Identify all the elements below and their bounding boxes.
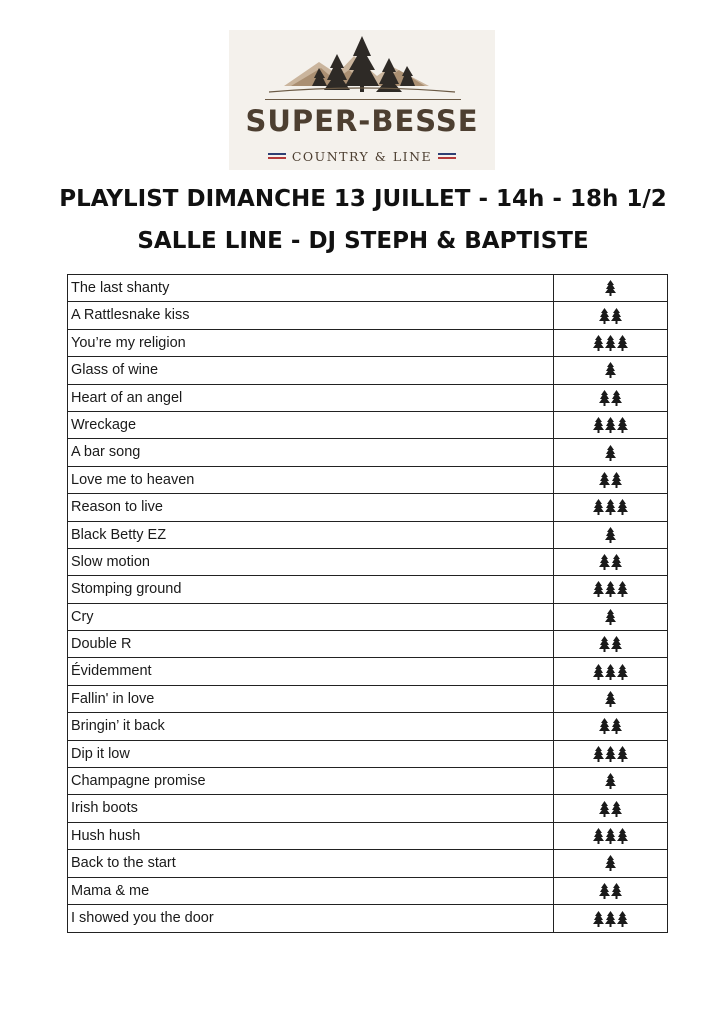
pine-tree-icon: [605, 746, 616, 762]
difficulty-level: [554, 713, 667, 739]
pine-tree-icon: [617, 335, 628, 351]
difficulty-level: [554, 823, 667, 849]
stripe-blue: [268, 153, 286, 155]
pine-tree-icon: [605, 773, 616, 789]
song-title: The last shanty: [68, 275, 554, 301]
difficulty-level: [554, 850, 667, 876]
pine-tree-icon: [593, 664, 604, 680]
pine-tree-icon: [611, 472, 622, 488]
song-title: Wreckage: [68, 412, 554, 438]
table-row: [68, 604, 667, 631]
difficulty-level: [554, 357, 667, 383]
difficulty-level: [554, 604, 667, 630]
pine-tree-icon: [617, 581, 628, 597]
difficulty-level: [554, 631, 667, 657]
difficulty-level: [554, 439, 667, 465]
flag-stripe-left: [268, 153, 286, 159]
table-row: [68, 357, 667, 384]
pine-tree-icon: [599, 472, 610, 488]
mountain-trees-icon: [229, 30, 495, 102]
pine-tree-icon: [611, 883, 622, 899]
logo: [229, 30, 495, 170]
song-title: Stomping ground: [68, 576, 554, 602]
song-title: Black Betty EZ: [68, 522, 554, 548]
pine-tree-icon: [605, 527, 616, 543]
pine-tree-icon: [617, 499, 628, 515]
stripe-red: [268, 157, 286, 159]
pine-tree-icon: [605, 855, 616, 871]
pine-tree-icon: [617, 417, 628, 433]
pine-tree-icon: [599, 554, 610, 570]
difficulty-level: [554, 905, 667, 932]
logo-subtitle-row: [229, 148, 495, 164]
song-title: Reason to live: [68, 494, 554, 520]
pine-tree-icon: [617, 746, 628, 762]
difficulty-level: [554, 549, 667, 575]
table-row: [68, 878, 667, 905]
song-title: Irish boots: [68, 795, 554, 821]
table-row: [68, 522, 667, 549]
difficulty-level: [554, 330, 667, 356]
difficulty-level: [554, 741, 667, 767]
song-title: Back to the start: [68, 850, 554, 876]
pine-tree-icon: [611, 801, 622, 817]
pine-tree-icon: [605, 417, 616, 433]
pine-tree-icon: [599, 718, 610, 734]
pine-tree-icon: [605, 911, 616, 927]
pine-tree-icon: [605, 445, 616, 461]
table-row: [68, 576, 667, 603]
song-title: Mama & me: [68, 878, 554, 904]
pine-tree-icon: [605, 335, 616, 351]
flag-stripe-right: [438, 153, 456, 159]
difficulty-level: [554, 302, 667, 328]
table-row: [68, 385, 667, 412]
table-row: [68, 275, 667, 302]
table-row: [68, 850, 667, 877]
table-row: [68, 713, 667, 740]
song-title: A bar song: [68, 439, 554, 465]
pine-tree-icon: [611, 718, 622, 734]
table-row: [68, 302, 667, 329]
table-row: [68, 494, 667, 521]
pine-tree-icon: [617, 911, 628, 927]
pine-tree-icon: [605, 362, 616, 378]
song-title: Bringin’ it back: [68, 713, 554, 739]
stripe-blue: [438, 153, 456, 155]
pine-tree-icon: [611, 636, 622, 652]
table-row: [68, 768, 667, 795]
stripe-red: [438, 157, 456, 159]
pine-tree-icon: [593, 828, 604, 844]
difficulty-level: [554, 878, 667, 904]
difficulty-level: [554, 768, 667, 794]
song-title: Cry: [68, 604, 554, 630]
logo-divider: [265, 99, 461, 100]
difficulty-level: [554, 576, 667, 602]
song-title: A Rattlesnake kiss: [68, 302, 554, 328]
playlist-table: [67, 274, 668, 933]
table-row: [68, 439, 667, 466]
difficulty-level: [554, 385, 667, 411]
table-row: [68, 686, 667, 713]
table-row: [68, 905, 667, 932]
page-title: PLAYLIST DIMANCHE 13 JUILLET - 14h - 18h 1/2: [59, 186, 667, 212]
pine-tree-icon: [593, 417, 604, 433]
table-row: [68, 412, 667, 439]
pine-tree-icon: [611, 390, 622, 406]
song-title: I showed you the door: [68, 905, 554, 932]
pine-tree-icon: [599, 308, 610, 324]
table-row: [68, 658, 667, 685]
table-row: [68, 549, 667, 576]
pine-tree-icon: [605, 664, 616, 680]
pine-tree-icon: [593, 499, 604, 515]
pine-tree-icon: [599, 390, 610, 406]
pine-tree-icon: [593, 911, 604, 927]
table-row: [68, 631, 667, 658]
pine-tree-icon: [593, 335, 604, 351]
difficulty-level: [554, 494, 667, 520]
logo-title: SUPER-BESSE: [245, 104, 479, 138]
pine-tree-icon: [599, 883, 610, 899]
song-title: Évidemment: [68, 658, 554, 684]
pine-tree-icon: [611, 554, 622, 570]
pine-tree-icon: [605, 691, 616, 707]
song-title: Double R: [68, 631, 554, 657]
difficulty-level: [554, 467, 667, 493]
page-subtitle: SALLE LINE - DJ STEPH & BAPTISTE: [137, 228, 589, 254]
pine-tree-icon: [593, 581, 604, 597]
table-row: [68, 467, 667, 494]
pine-tree-icon: [611, 308, 622, 324]
difficulty-level: [554, 522, 667, 548]
song-title: Slow motion: [68, 549, 554, 575]
pine-tree-icon: [593, 746, 604, 762]
table-row: [68, 795, 667, 822]
pine-tree-icon: [599, 801, 610, 817]
song-title: Fallin' in love: [68, 686, 554, 712]
pine-tree-icon: [605, 499, 616, 515]
song-title: Glass of wine: [68, 357, 554, 383]
song-title: Hush hush: [68, 823, 554, 849]
table-row: [68, 330, 667, 357]
song-title: Dip it low: [68, 741, 554, 767]
pine-tree-icon: [617, 664, 628, 680]
pine-tree-icon: [617, 828, 628, 844]
pine-tree-icon: [605, 609, 616, 625]
song-title: Champagne promise: [68, 768, 554, 794]
difficulty-level: [554, 795, 667, 821]
pine-tree-icon: [599, 636, 610, 652]
pine-tree-icon: [605, 828, 616, 844]
difficulty-level: [554, 275, 667, 301]
difficulty-level: [554, 412, 667, 438]
difficulty-level: [554, 686, 667, 712]
logo-subtitle: COUNTRY & LINE: [291, 148, 433, 164]
table-row: [68, 823, 667, 850]
pine-tree-icon: [605, 581, 616, 597]
table-row: [68, 741, 667, 768]
song-title: You’re my religion: [68, 330, 554, 356]
song-title: Heart of an angel: [68, 385, 554, 411]
difficulty-level: [554, 658, 667, 684]
pine-tree-icon: [605, 280, 616, 296]
song-title: Love me to heaven: [68, 467, 554, 493]
